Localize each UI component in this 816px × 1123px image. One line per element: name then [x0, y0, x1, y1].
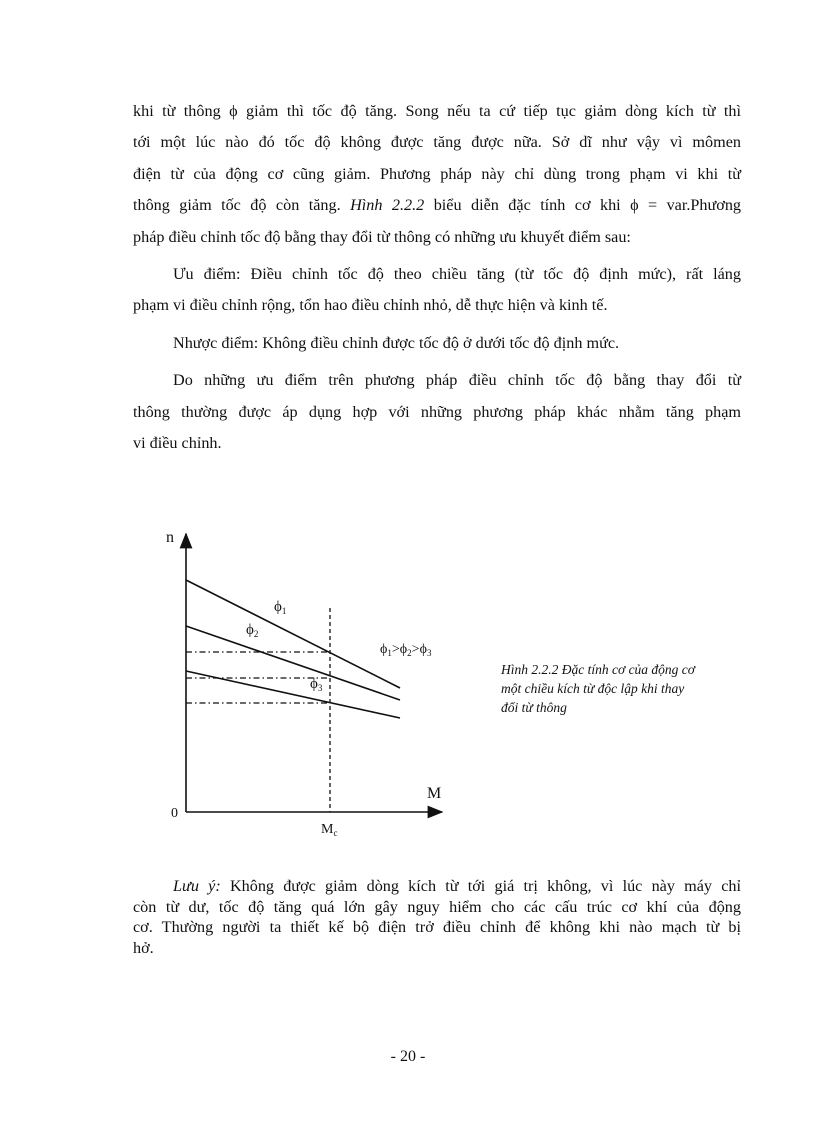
paragraph-1-line-4-end: biểu diễn đặc tính cơ khi ϕ = var.Phương — [433, 196, 742, 215]
caption-line-2: một chiều kích từ độc lập khi thay — [501, 681, 685, 696]
paragraph-1-line-2: tới một lúc nào đó tốc độ không được tăng được nữa. Sở dĩ như vậy vì mômen — [133, 133, 741, 152]
paragraph-4-line-3: vi điều chỉnh. — [133, 433, 222, 452]
paragraph-1-line-1: khi từ thông ϕ giảm thì tốc độ tăng. Song nếu ta cứ tiếp tục giảm dòng kích từ thì — [133, 102, 741, 120]
paragraph-1-line-4-start: thông giảm tốc độ còn tăng. — [133, 196, 341, 215]
figure-reference: Hình 2.2.2 — [350, 196, 425, 215]
paragraph-4-line-1: Do những ưu điểm trên phương pháp điều chỉnh tốc độ bằng thay đổi từ — [173, 371, 741, 390]
caption-line-3: đổi từ thông — [501, 700, 567, 715]
mc-label: $M_c$ — [321, 822, 338, 838]
origin-label: 0 — [171, 806, 178, 821]
body-text — [133, 96, 741, 459]
note-paragraph — [133, 876, 741, 958]
phi2-label: $\phi_2$ — [246, 622, 259, 639]
note-line-1-text: Không được giảm dòng kích từ tới giá trị không, vì lúc này máy chỉ — [229, 877, 741, 895]
paragraph-1-line-5: pháp điều chỉnh tốc độ bằng thay đổi từ thông có những ưu khuyết điểm sau: — [133, 227, 631, 246]
paragraph-2-line-1: Ưu điểm: Điều chỉnh tốc độ theo chiều tăng (từ tốc độ định mức), rất láng — [173, 264, 741, 283]
note-line-4: hở. — [133, 938, 154, 957]
flux-relation: $\phi_1>\phi_2>\phi_3$ — [380, 642, 432, 658]
m-axis-label: M — [427, 785, 442, 802]
paragraph-1-line-3: điện từ của động cơ cũng giảm. Phương pháp này chỉ dùng trong phạm vi khi từ — [133, 164, 741, 183]
note-label: Lưu ý: — [173, 877, 221, 895]
caption-line-1: Hình 2.2.2 Đặc tính cơ của động cơ — [501, 662, 696, 677]
phi1-characteristic — [186, 580, 400, 688]
page-number: - 20 - — [390, 1048, 426, 1065]
phi3-characteristic — [186, 671, 400, 718]
paragraph-3: Nhược điểm: Không điều chỉnh được tốc độ ở dưới tốc độ định mức. — [173, 333, 620, 352]
paragraph-2-line-2: phạm vi điều chỉnh rộng, tổn hao điều chỉnh nhỏ, dễ thực hiện và kinh tế. — [133, 296, 608, 315]
paragraph-1-line-4 — [133, 190, 741, 221]
figure-caption — [501, 660, 741, 717]
phi2-characteristic — [186, 626, 400, 700]
n-axis-label: n — [166, 529, 174, 546]
phi1-label: $\phi_1$ — [274, 599, 287, 616]
phi3-label: $\phi_3$ — [310, 676, 323, 693]
note-line-2: còn từ dư, tốc độ tăng quá lớn gây nguy hiểm cho các cấu trúc cơ khí của động — [133, 897, 741, 916]
note-line-3: cơ. Thường người ta thiết kế bộ điện trở điều chỉnh để không khi nào mạch từ bị — [133, 918, 741, 936]
paragraph-4-line-2: thông thường được áp dụng hợp với những phương pháp khác nhằm tăng phạm — [133, 402, 741, 421]
note-line-1 — [133, 876, 741, 897]
